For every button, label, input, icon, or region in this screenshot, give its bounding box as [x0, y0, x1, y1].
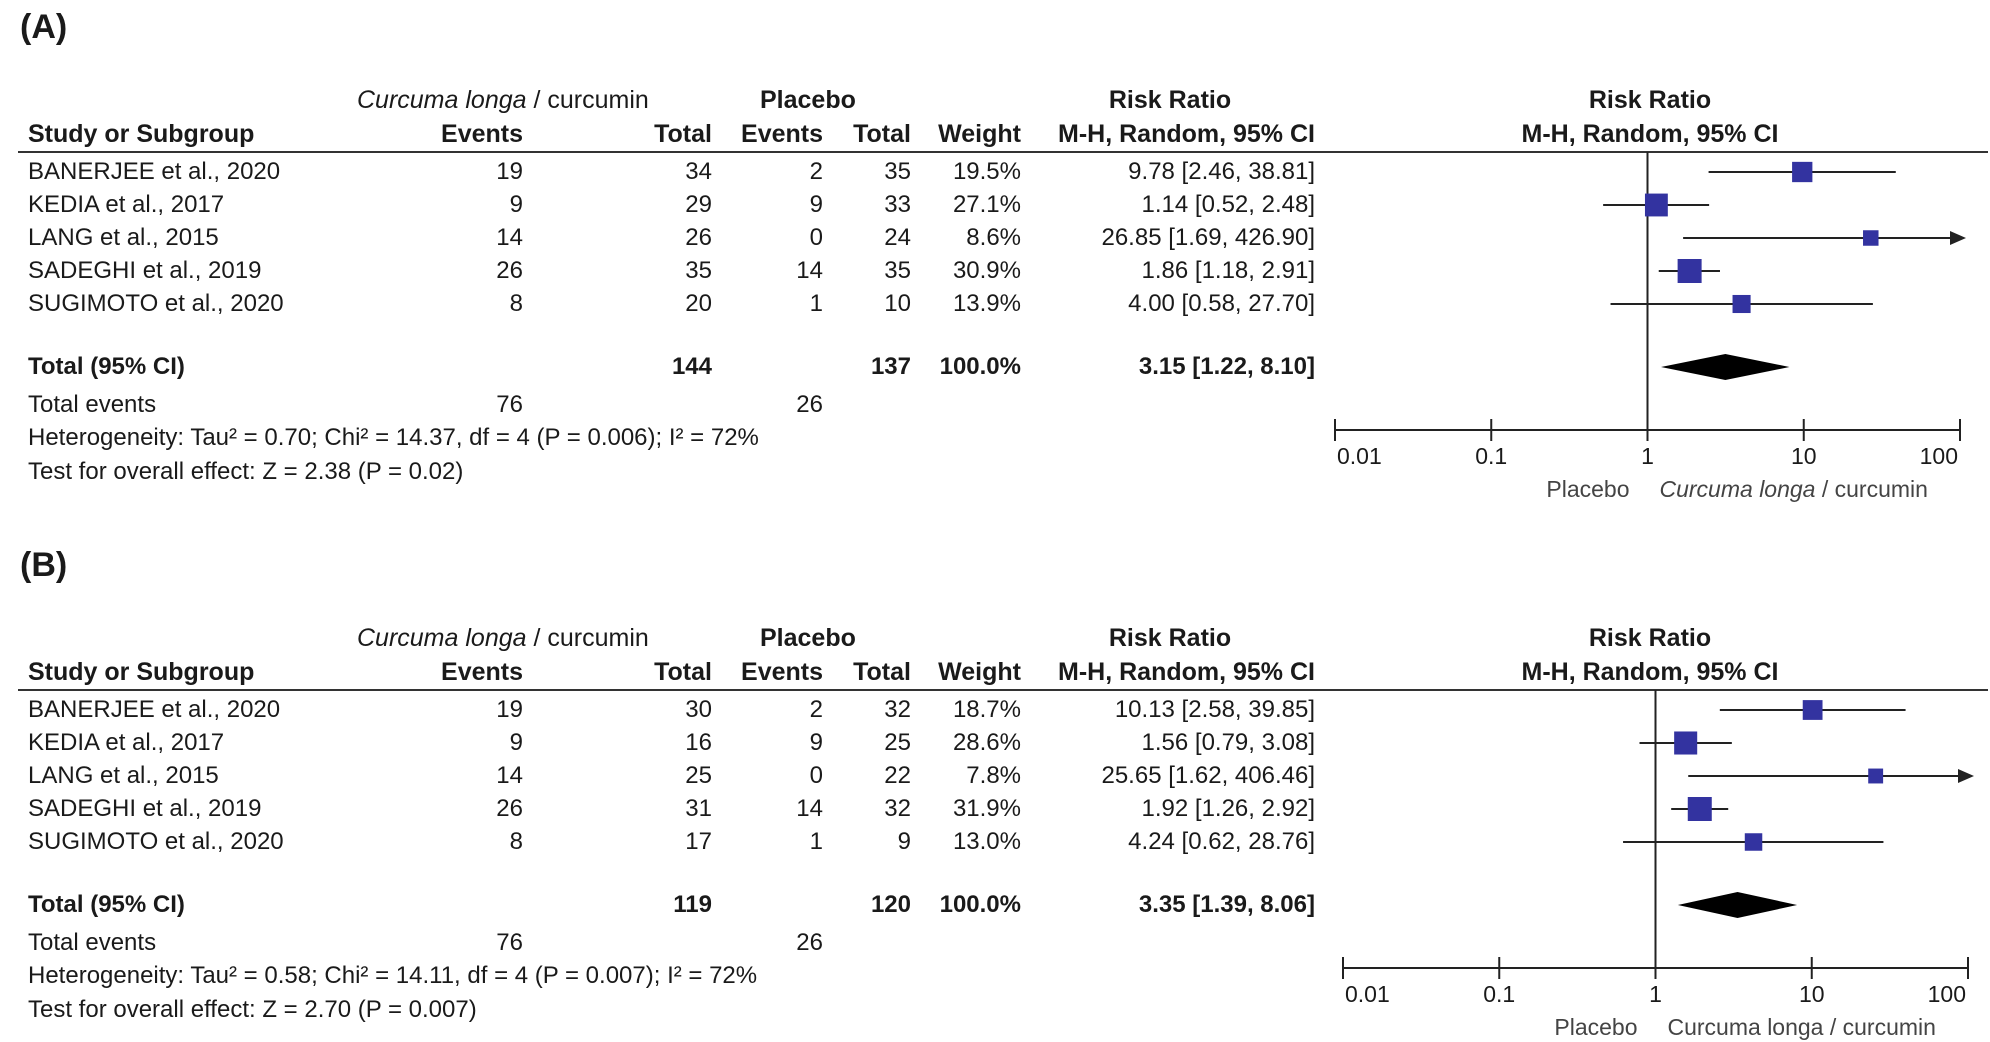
ci-cell: 1.56 [0.79, 3.08] [1141, 729, 1315, 756]
events2-header: Events [741, 658, 823, 686]
method-header: M-H, Random, 95% CI [1058, 120, 1315, 148]
weight-cell: 30.9% [952, 257, 1021, 284]
forest-plot-b [0, 538, 1990, 1042]
total-row-label: Total (95% CI) [28, 353, 185, 380]
total1-header: Total [654, 120, 712, 148]
weight-cell: 8.6% [966, 224, 1021, 251]
study-name: SUGIMOTO et al., 2020 [28, 290, 284, 317]
study-name: SADEGHI et al., 2019 [28, 795, 262, 822]
ci-arrow [1950, 231, 1966, 245]
events1-cell: 8 [509, 828, 523, 855]
study-marker [1863, 230, 1878, 245]
total2-sum: 120 [870, 891, 911, 918]
heterogeneity-stat: Heterogeneity: Tau² = 0.70; Chi² = 14.37, df = 4 (P = 0.006); I² = 72% [28, 424, 759, 451]
events1-cell: 19 [496, 696, 523, 723]
group2-header: Placebo [760, 86, 856, 114]
total-events2: 26 [796, 391, 823, 418]
events2-cell: 9 [809, 191, 823, 218]
total2-cell: 32 [884, 696, 911, 723]
total2-header: Total [853, 658, 911, 686]
plot-title: Risk Ratio [1588, 624, 1712, 652]
total2-cell: 33 [884, 191, 911, 218]
x-tick-label: 0.1 [1483, 981, 1516, 1007]
total1-cell: 20 [685, 290, 712, 317]
method-header: M-H, Random, 95% CI [1058, 658, 1315, 686]
study-name: BANERJEE et al., 2020 [28, 696, 281, 723]
weight-sum: 100.0% [939, 353, 1021, 380]
ci-arrow [1958, 769, 1974, 783]
total1-sum: 119 [673, 891, 712, 918]
group1-header: Curcuma longa / curcumin [357, 624, 649, 652]
favours-placebo-label: Placebo [1554, 1014, 1638, 1040]
events1-cell: 14 [496, 224, 523, 251]
weight-cell: 18.7% [952, 696, 1021, 723]
events1-cell: 8 [509, 290, 523, 317]
study-marker [1674, 731, 1697, 754]
ci-cell: 25.65 [1.62, 406.46] [1101, 762, 1315, 789]
total2-cell: 22 [884, 762, 911, 789]
total2-header: Total [853, 120, 911, 148]
study-name: SUGIMOTO et al., 2020 [28, 828, 284, 855]
heterogeneity-stat: Heterogeneity: Tau² = 0.58; Chi² = 14.11, df = 4 (P = 0.007); I² = 72% [28, 962, 758, 989]
x-tick-label: 10 [1790, 443, 1817, 469]
study-column-header: Study or Subgroup [28, 120, 255, 148]
x-tick-label: 10 [1798, 981, 1825, 1007]
study-marker [1868, 769, 1883, 784]
panel-label: (B) [20, 546, 68, 584]
study-marker [1733, 295, 1751, 313]
events1-cell: 14 [496, 762, 523, 789]
study-name: LANG et al., 2015 [28, 762, 219, 789]
study-name: BANERJEE et al., 2020 [28, 158, 281, 185]
events2-cell: 2 [809, 696, 823, 723]
total1-cell: 17 [685, 828, 712, 855]
total1-cell: 35 [685, 257, 712, 284]
study-name: KEDIA et al., 2017 [28, 729, 225, 756]
total1-cell: 29 [685, 191, 712, 218]
total1-header: Total [654, 658, 712, 686]
total2-cell: 32 [884, 795, 911, 822]
events2-cell: 14 [796, 795, 823, 822]
x-tick-label: 1 [1641, 443, 1654, 469]
ci-cell: 4.00 [0.58, 27.70] [1128, 290, 1315, 317]
total2-cell: 35 [884, 158, 911, 185]
weight-sum: 100.0% [939, 891, 1021, 918]
events2-cell: 14 [796, 257, 823, 284]
events2-cell: 0 [809, 762, 823, 789]
ci-cell: 4.24 [0.62, 28.76] [1128, 828, 1315, 855]
overall-effect-stat: Test for overall effect: Z = 2.38 (P = 0.02) [28, 458, 464, 485]
study-marker [1792, 162, 1812, 182]
weight-cell: 19.5% [952, 158, 1021, 185]
ci-cell: 10.13 [2.58, 39.85] [1114, 696, 1315, 723]
weight-cell: 31.9% [952, 795, 1021, 822]
events1-cell: 26 [496, 257, 523, 284]
plot-method-header: M-H, Random, 95% CI [1521, 658, 1779, 686]
total2-cell: 35 [884, 257, 911, 284]
study-marker [1688, 797, 1712, 821]
total1-cell: 16 [685, 729, 712, 756]
forest-plot-a [0, 0, 1990, 520]
events2-header: Events [741, 120, 823, 148]
events2-cell: 0 [809, 224, 823, 251]
total-events1: 76 [496, 391, 523, 418]
x-tick-label: 0.01 [1345, 981, 1390, 1007]
study-marker [1645, 194, 1668, 217]
group2-header: Placebo [760, 624, 856, 652]
total1-sum: 144 [671, 353, 712, 380]
total2-cell: 25 [884, 729, 911, 756]
total1-cell: 26 [685, 224, 712, 251]
total2-sum: 137 [870, 353, 911, 380]
ci-cell: 1.92 [1.26, 2.92] [1141, 795, 1315, 822]
study-name: KEDIA et al., 2017 [28, 191, 225, 218]
events1-header: Events [441, 658, 523, 686]
weight-cell: 7.8% [966, 762, 1021, 789]
total-events-label: Total events [28, 391, 157, 418]
panel-label: (A) [20, 8, 68, 46]
total-events1: 76 [496, 929, 523, 956]
events1-cell: 9 [509, 191, 523, 218]
overall-effect-stat: Test for overall effect: Z = 2.70 (P = 0.007) [28, 996, 477, 1023]
pooled-diamond [1678, 892, 1797, 918]
events2-cell: 1 [809, 828, 823, 855]
study-marker [1745, 833, 1762, 850]
pooled-ci: 3.15 [1.22, 8.10] [1138, 353, 1315, 380]
total1-cell: 30 [685, 696, 712, 723]
x-tick-label: 0.01 [1337, 443, 1382, 469]
events1-cell: 9 [509, 729, 523, 756]
events2-cell: 1 [809, 290, 823, 317]
events1-cell: 26 [496, 795, 523, 822]
rr-column-title: Risk Ratio [1108, 86, 1232, 114]
weight-header: Weight [938, 120, 1021, 148]
weight-cell: 27.1% [952, 191, 1021, 218]
favours-placebo-label: Placebo [1546, 476, 1630, 502]
total2-cell: 10 [884, 290, 911, 317]
study-column-header: Study or Subgroup [28, 658, 255, 686]
favours-treatment-label: Curcuma longa / curcumin [1667, 1014, 1936, 1040]
pooled-ci: 3.35 [1.39, 8.06] [1138, 891, 1315, 918]
total-row-label: Total (95% CI) [28, 891, 185, 918]
ci-cell: 9.78 [2.46, 38.81] [1128, 158, 1315, 185]
total2-cell: 9 [897, 828, 911, 855]
study-marker [1803, 700, 1823, 720]
total2-cell: 24 [884, 224, 911, 251]
x-tick-label: 0.1 [1475, 443, 1508, 469]
study-marker [1678, 259, 1702, 283]
ci-cell: 1.14 [0.52, 2.48] [1141, 191, 1315, 218]
ci-cell: 26.85 [1.69, 426.90] [1101, 224, 1315, 251]
plot-title: Risk Ratio [1588, 86, 1712, 114]
plot-method-header: M-H, Random, 95% CI [1521, 120, 1779, 148]
ci-cell: 1.86 [1.18, 2.91] [1141, 257, 1315, 284]
study-name: SADEGHI et al., 2019 [28, 257, 262, 284]
events1-cell: 19 [496, 158, 523, 185]
events2-cell: 2 [809, 158, 823, 185]
pooled-diamond [1661, 354, 1789, 380]
weight-cell: 28.6% [952, 729, 1021, 756]
study-name: LANG et al., 2015 [28, 224, 219, 251]
weight-cell: 13.9% [952, 290, 1021, 317]
favours-treatment-label: Curcuma longa / curcumin [1659, 476, 1928, 502]
events1-header: Events [441, 120, 523, 148]
group1-header: Curcuma longa / curcumin [357, 86, 649, 114]
total1-cell: 25 [685, 762, 712, 789]
weight-cell: 13.0% [952, 828, 1021, 855]
x-tick-label: 100 [1919, 443, 1958, 469]
total1-cell: 34 [685, 158, 712, 185]
events2-cell: 9 [809, 729, 823, 756]
total-events2: 26 [796, 929, 823, 956]
rr-column-title: Risk Ratio [1108, 624, 1232, 652]
x-tick-label: 1 [1649, 981, 1662, 1007]
weight-header: Weight [938, 658, 1021, 686]
total1-cell: 31 [685, 795, 712, 822]
total-events-label: Total events [28, 929, 157, 956]
x-tick-label: 100 [1927, 981, 1966, 1007]
